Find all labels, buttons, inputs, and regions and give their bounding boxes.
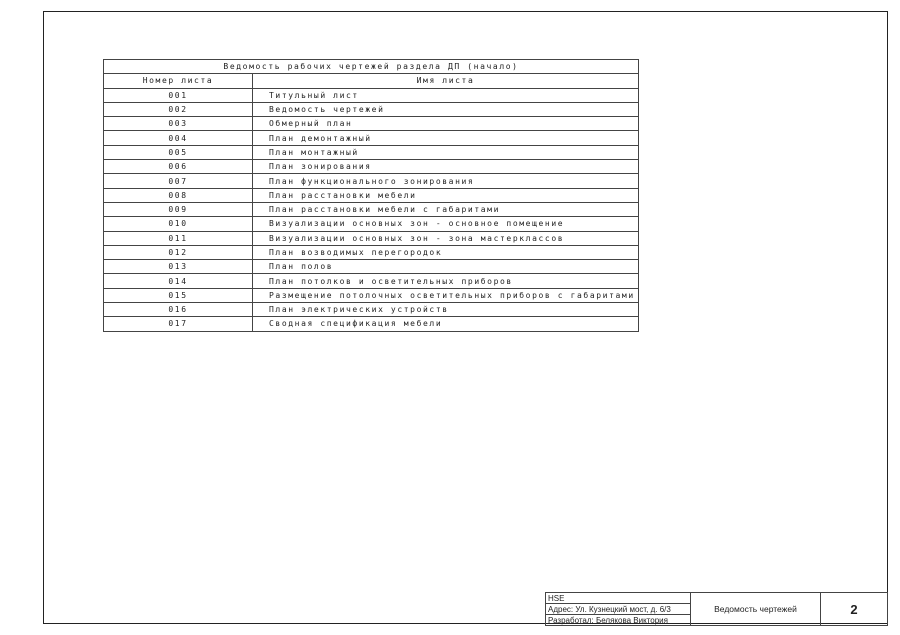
sheet-number-cell: 017 [104,317,253,331]
sheet-number-cell: 015 [104,288,253,302]
table-row [104,245,639,259]
sheet-name-cell: План демонтажный [253,131,639,145]
table-row [104,260,639,274]
title-block-page-number: 2 [821,593,888,626]
column-header-sheet-number: Номер листа [104,74,253,88]
sheet-number-cell: 013 [104,260,253,274]
table-row [104,174,639,188]
sheet-number-cell: 002 [104,102,253,116]
table-row [104,274,639,288]
table-row [104,131,639,145]
sheet-name-cell: План зонирования [253,160,639,174]
table-row [104,188,639,202]
sheet-number-cell: 009 [104,202,253,216]
sheet-name-cell: План функционального зонирования [253,174,639,188]
sheet-number-cell: 012 [104,245,253,259]
sheet-number-cell: 016 [104,303,253,317]
sheet-name-cell: План потолков и осветительных приборов [253,274,639,288]
sheet-number-cell: 007 [104,174,253,188]
sheet-name-cell: Размещение потолочных осветительных приборов с габаритами [253,288,639,302]
table-row [104,145,639,159]
sheet-number-cell: 005 [104,145,253,159]
table-row [104,88,639,102]
sheet-number-cell: 010 [104,217,253,231]
table-row [104,217,639,231]
table-row [104,160,639,174]
sheet-number-cell: 006 [104,160,253,174]
table-row [104,202,639,216]
sheet-name-cell: Титульный лист [253,88,639,102]
sheet-number-cell: 011 [104,231,253,245]
table-row [104,303,639,317]
title-block-org: HSE [546,593,691,604]
drawings-register-table [103,59,639,332]
sheet-name-cell: План монтажный [253,145,639,159]
sheet-number-cell: 014 [104,274,253,288]
sheet-number-cell: 001 [104,88,253,102]
sheet-name-cell: План возводимых перегородок [253,245,639,259]
title-block-address: Адрес: Ул. Кузнецкий мост, д. 6/3 [546,604,691,615]
table-row [104,231,639,245]
sheet-number-cell: 004 [104,131,253,145]
table-row [104,102,639,116]
sheet-name-cell: План электрических устройств [253,303,639,317]
table-row [104,117,639,131]
sheet-name-cell: Ведомость чертежей [253,102,639,116]
sheet-name-cell: Сводная спецификация мебели [253,317,639,331]
title-block [545,592,888,626]
column-header-sheet-name: Имя листа [253,74,639,88]
title-block-doc-title: Ведомость чертежей [691,593,821,626]
sheet-name-cell: План расстановки мебели [253,188,639,202]
table-title: Ведомость рабочих чертежей раздела ДП (начало) [104,60,639,74]
sheet-name-cell: Визуализации основных зон - зона мастерклассов [253,231,639,245]
table-row [104,288,639,302]
sheet-name-cell: План полов [253,260,639,274]
sheet-number-cell: 003 [104,117,253,131]
sheet-name-cell: Визуализации основных зон - основное помещение [253,217,639,231]
sheet-name-cell: План расстановки мебели с габаритами [253,202,639,216]
table-row [104,317,639,331]
sheet-name-cell: Обмерный план [253,117,639,131]
sheet-number-cell: 008 [104,188,253,202]
title-block-author: Разработал: Белякова Виктория [546,615,691,626]
